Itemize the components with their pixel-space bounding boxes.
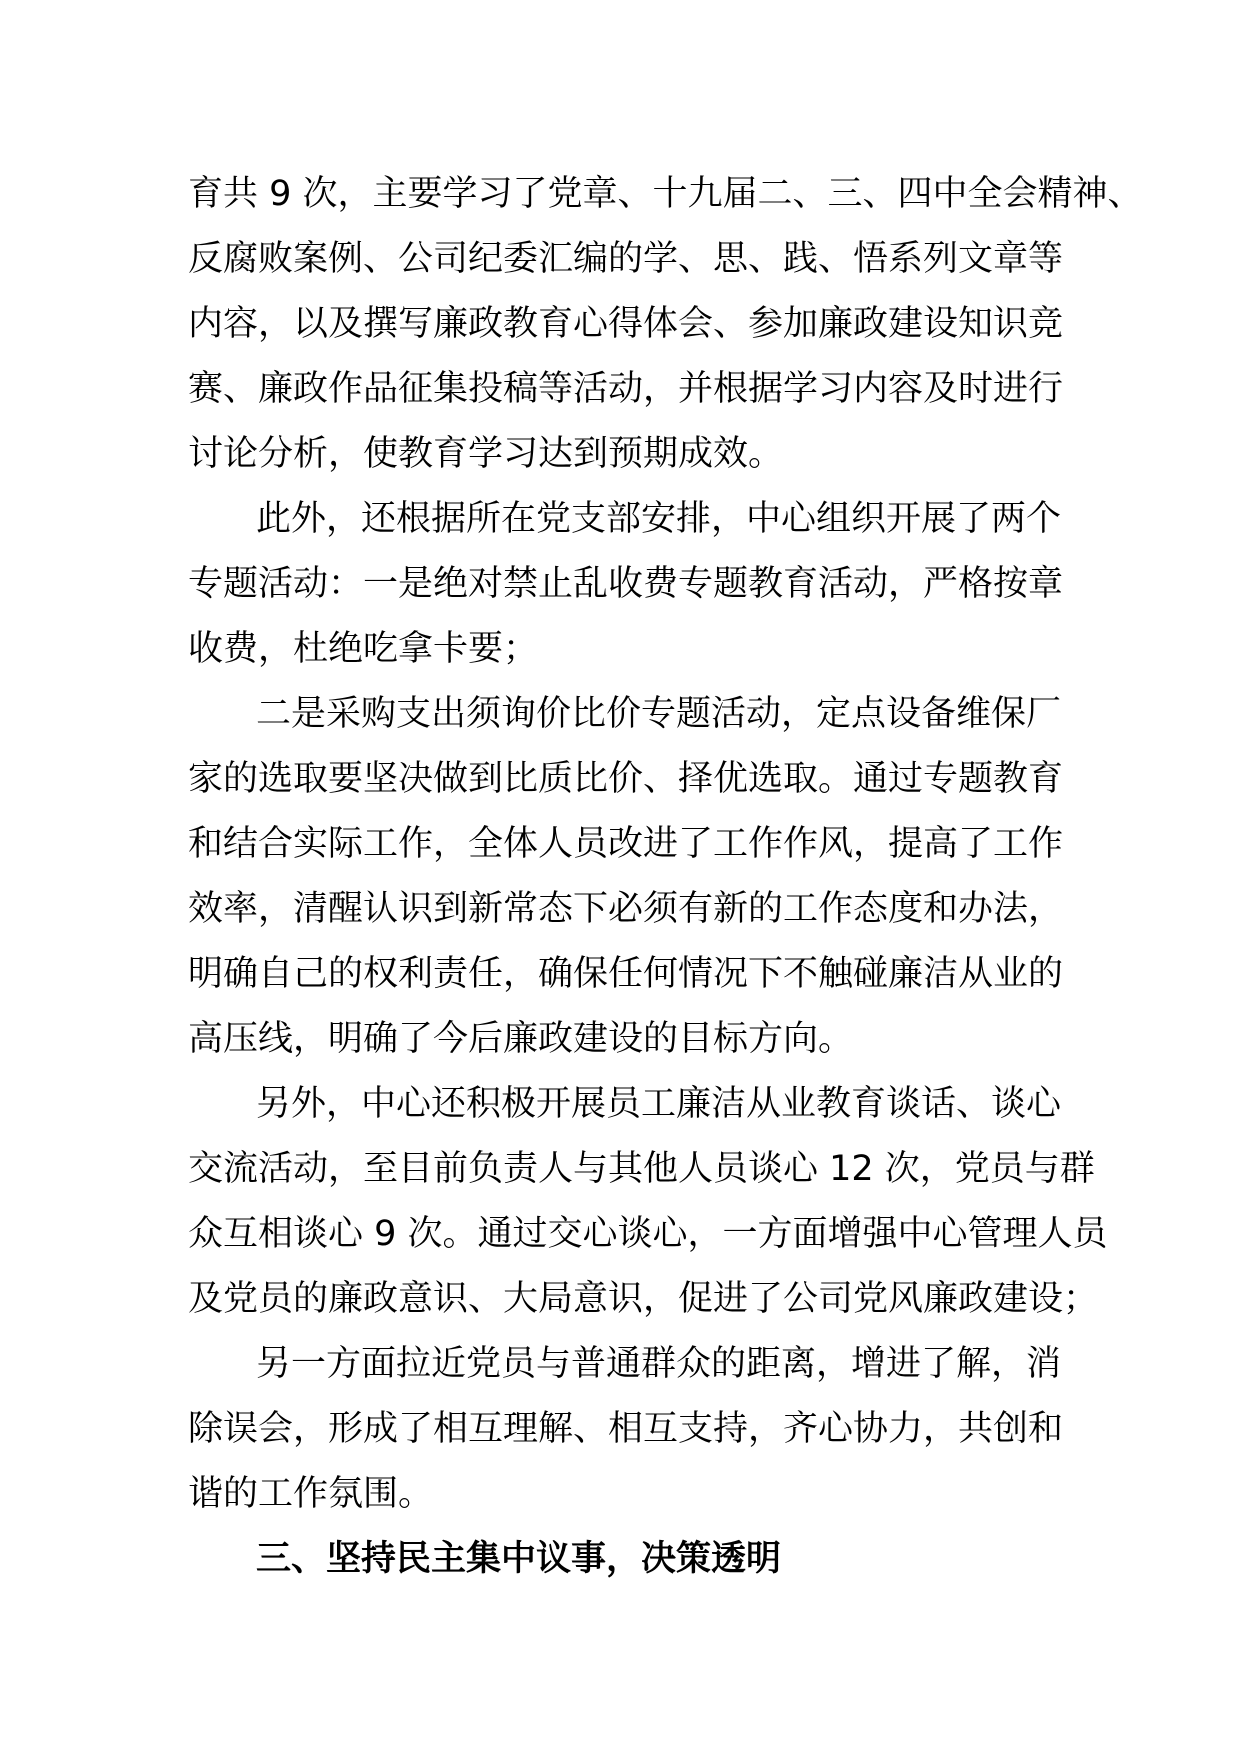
- paragraph-line: 家的选取要坚决做到比质比价、择优选取。通过专题教育: [188, 759, 1064, 799]
- section-heading: 三、坚持民主集中议事，决策透明: [256, 1539, 782, 1579]
- paragraph-line: 众互相谈心 9 次。通过交心谈心，一方面增强中心管理人员: [188, 1214, 1108, 1254]
- paragraph-line: 交流活动，至目前负责人与其他人员谈心 12 次，党员与群: [188, 1149, 1095, 1189]
- paragraph-first-line: 二是采购支出须询价比价专题活动，定点设备维保厂: [256, 694, 1062, 734]
- paragraph-line: 专题活动：一是绝对禁止乱收费专题教育活动，严格按章: [188, 564, 1064, 604]
- paragraph-line: 收费，杜绝吃拿卡要；: [188, 629, 539, 669]
- paragraph-line: 讨论分析，使教育学习达到预期成效。: [188, 434, 784, 474]
- paragraph-line: 及党员的廉政意识、大局意识，促进了公司党风廉政建设；: [188, 1279, 1099, 1319]
- paragraph-line: 赛、廉政作品征集投稿等活动，并根据学习内容及时进行: [188, 369, 1064, 409]
- paragraph-first-line: 另一方面拉近党员与普通群众的距离，增进了解，消: [256, 1344, 1062, 1384]
- paragraph-line: 内容，以及撰写廉政教育心得体会、参加廉政建设知识竞: [188, 304, 1064, 344]
- paragraph-line: 明确自己的权利责任，确保任何情况下不触碰廉洁从业的: [188, 954, 1064, 994]
- paragraph-line: 育共 9 次，主要学习了党章、十九届二、三、四中全会精神、: [188, 174, 1143, 214]
- paragraph-line: 和结合实际工作，全体人员改进了工作作风，提高了工作: [188, 824, 1064, 864]
- paragraph-line: 除误会，形成了相互理解、相互支持，齐心协力，共创和: [188, 1409, 1064, 1449]
- document-body: [188, 162, 1143, 1592]
- paragraph-line: 高压线，明确了今后廉政建设的目标方向。: [188, 1019, 854, 1059]
- paragraph-line: 谐的工作氛围。: [188, 1474, 434, 1514]
- paragraph-first-line: 另外，中心还积极开展员工廉洁从业教育谈话、谈心: [256, 1084, 1062, 1124]
- paragraph-line: 效率，清醒认识到新常态下必须有新的工作态度和办法，: [188, 889, 1064, 929]
- paragraph-first-line: 此外，还根据所在党支部安排，中心组织开展了两个: [256, 499, 1062, 539]
- paragraph-line: 反腐败案例、公司纪委汇编的学、思、践、悟系列文章等: [188, 239, 1064, 279]
